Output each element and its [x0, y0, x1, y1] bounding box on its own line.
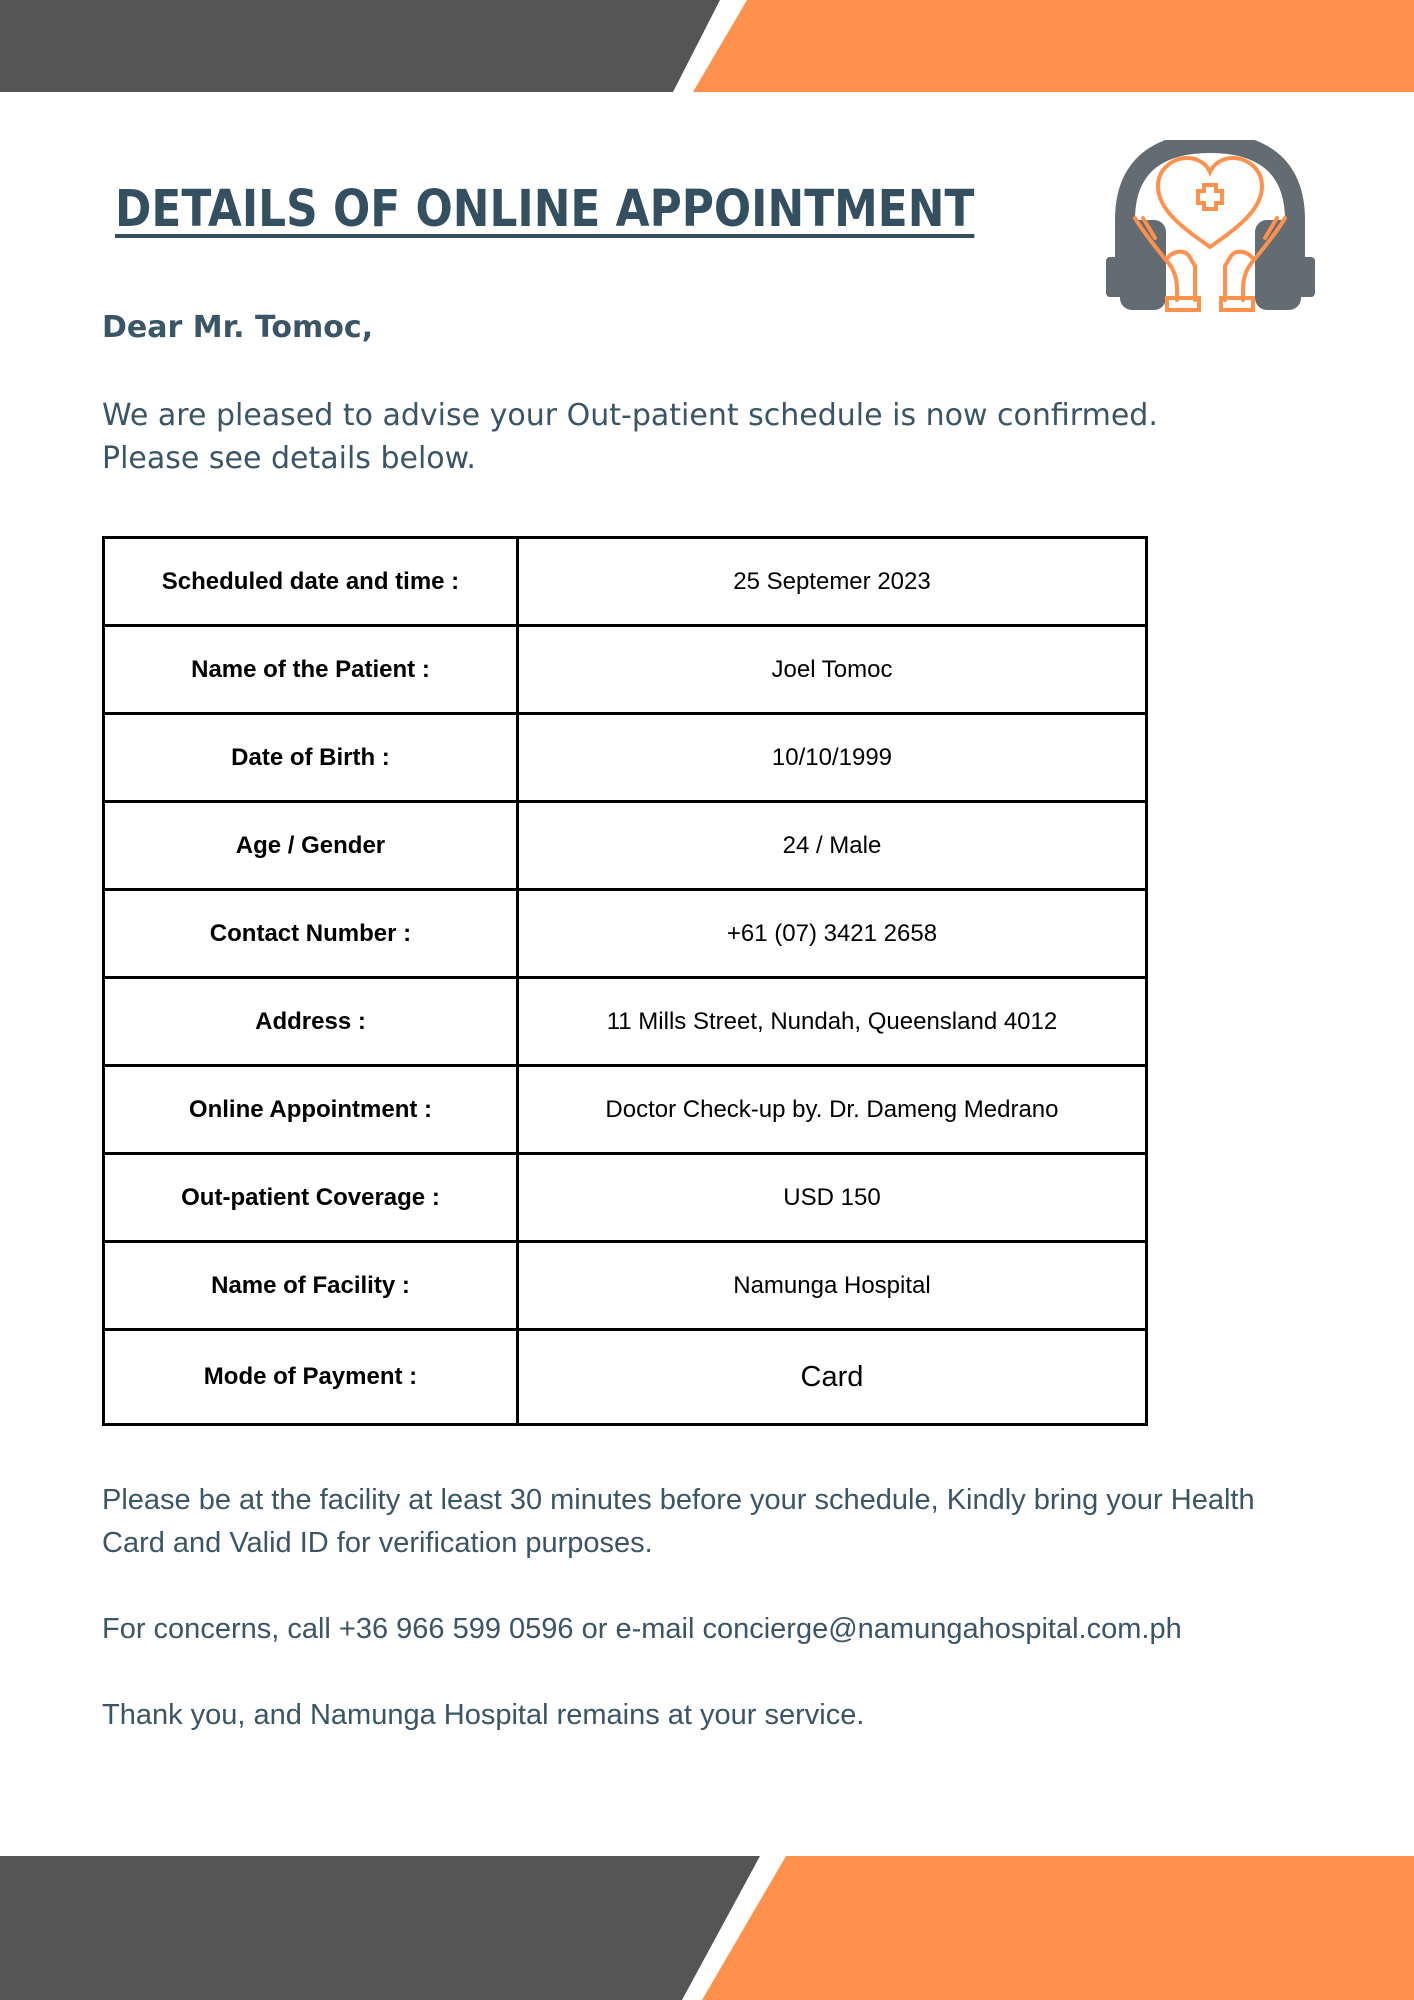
concerns-paragraph: For concerns, call +36 966 599 0596 or e-mail concierge@namungahospital.com.ph: [102, 1613, 1182, 1645]
row-value-online-appointment: Doctor Check-up by. Dr. Dameng Medrano: [517, 1066, 1146, 1154]
row-value-coverage: USD 150: [517, 1154, 1146, 1242]
row-value-facility: Namunga Hospital: [517, 1242, 1146, 1330]
table-row: [104, 1330, 1147, 1425]
table-row: [104, 802, 1147, 890]
row-label-date-of-birth: Date of Birth :: [104, 714, 518, 802]
bottom-banner: [0, 1856, 1414, 2000]
appointment-details-table: [102, 536, 1148, 1426]
closing-paragraph: Thank you, and Namunga Hospital remains at your service.: [102, 1699, 865, 1731]
row-value-scheduled-date: 25 Septemer 2023: [517, 538, 1146, 626]
top-banner: [0, 0, 1414, 92]
row-label-online-appointment: Online Appointment :: [104, 1066, 518, 1154]
row-value-patient-name: Joel Tomoc: [517, 626, 1146, 714]
table-row: [104, 626, 1147, 714]
table-row: [104, 890, 1147, 978]
row-label-address: Address :: [104, 978, 518, 1066]
row-value-contact-number: +61 (07) 3421 2658: [517, 890, 1146, 978]
row-label-patient-name: Name of the Patient :: [104, 626, 518, 714]
row-value-age-gender: 24 / Male: [517, 802, 1146, 890]
table-row: [104, 1066, 1147, 1154]
row-value-date-of-birth: 10/10/1999: [517, 714, 1146, 802]
greeting: Dear Mr. Tomoc,: [102, 310, 374, 345]
row-label-contact-number: Contact Number :: [104, 890, 518, 978]
table-row: [104, 714, 1147, 802]
table-row: [104, 1154, 1147, 1242]
table-row: [104, 538, 1147, 626]
page-title: DETAILS OF ONLINE APPOINTMENT: [115, 180, 975, 239]
row-label-payment-mode: Mode of Payment :: [104, 1330, 518, 1425]
row-label-age-gender: Age / Gender: [104, 802, 518, 890]
headset-heart-hands-icon: [1103, 140, 1318, 315]
table-row: [104, 978, 1147, 1066]
row-value-payment-mode: Card: [517, 1330, 1146, 1425]
row-label-coverage: Out-patient Coverage :: [104, 1154, 518, 1242]
row-label-facility: Name of Facility :: [104, 1242, 518, 1330]
reminder-paragraph: Please be at the facility at least 30 minutes before your schedule, Kindly bring your Health Card and Valid ID for verification purposes.: [102, 1484, 1255, 1559]
intro-paragraph: We are pleased to advise your Out-patient schedule is now confirmed. Please see details below.: [102, 398, 1158, 476]
row-value-address: 11 Mills Street, Nundah, Queensland 4012: [517, 978, 1146, 1066]
table-row: [104, 1242, 1147, 1330]
row-label-scheduled-date: Scheduled date and time :: [104, 538, 518, 626]
